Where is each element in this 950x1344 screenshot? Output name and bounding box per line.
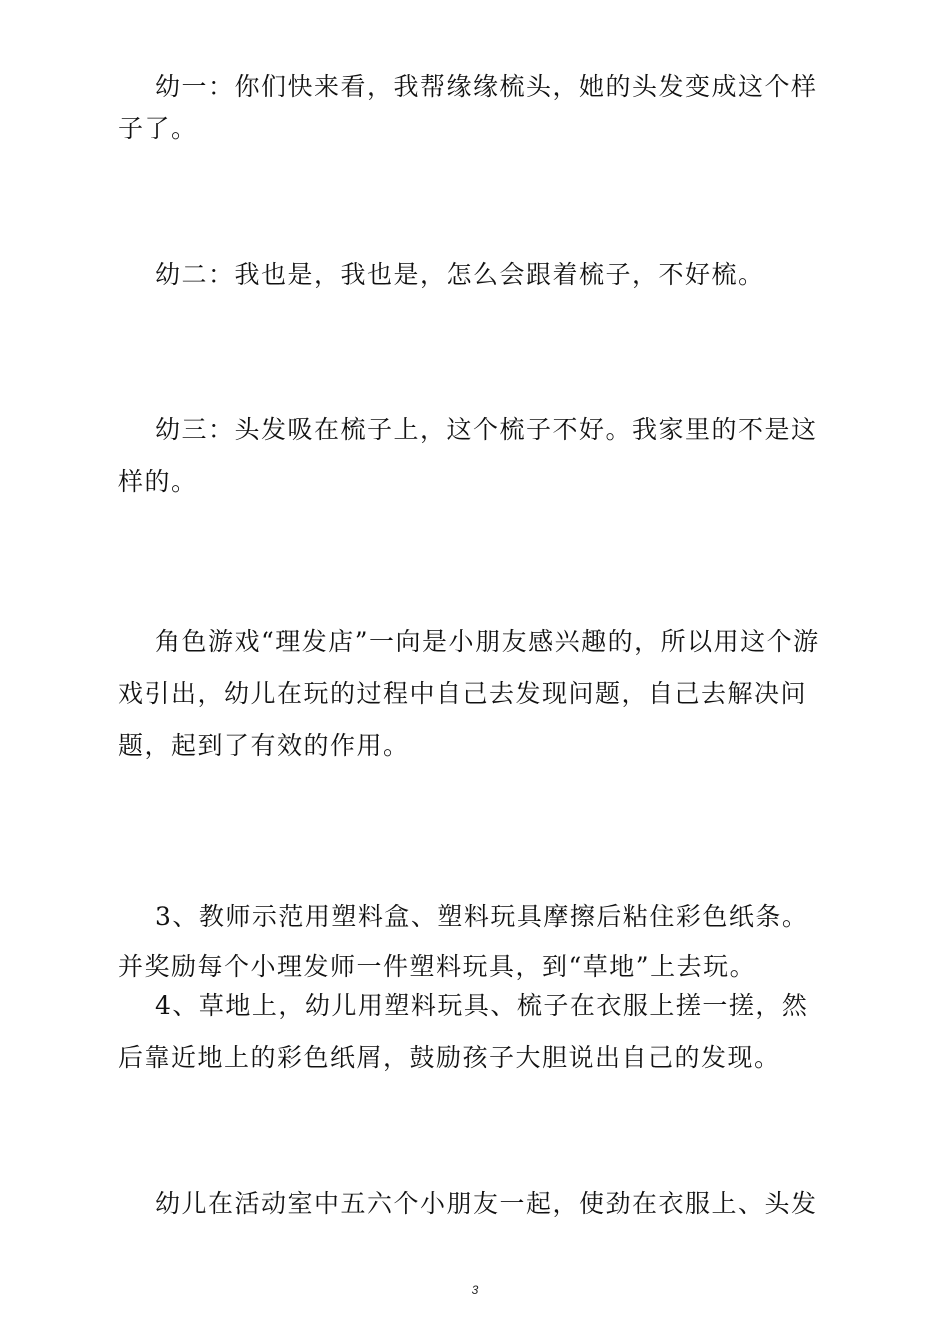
- step-3-paragraph: 3、教师示范用塑料盒、塑料玩具摩擦后粘住彩色纸条。并奖励每个小理发师一件塑料玩具，到“草地”上去玩。: [118, 902, 809, 981]
- activity-room-paragraph: 幼儿在活动室中五六个小朋友一起，使劲在衣服上、头发: [155, 1189, 818, 1218]
- role-play-commentary: 角色游戏“理发店”一向是小朋友感兴趣的，所以用这个游戏引出，幼儿在玩的过程中自己去发现问题，自己去解决问题，起到了有效的作用。: [118, 627, 820, 760]
- dialogue-child-two: 幼二：我也是，我也是，怎么会跟着梳子，不好梳。: [155, 260, 765, 289]
- step-4-paragraph: 4、草地上，幼儿用塑料玩具、梳子在衣服上搓一搓，然后靠近地上的彩色纸屑，鼓励孩子大胆说出自己的发现。: [118, 991, 809, 1072]
- page-number: 3: [471, 1283, 479, 1297]
- dialogue-child-three: 幼三：头发吸在梳子上，这个梳子不好。我家里的不是这样的。: [118, 415, 818, 496]
- dialogue-child-one: 幼一：你们快来看，我帮缘缘梳头，她的头发变成这个样子了。: [118, 72, 818, 143]
